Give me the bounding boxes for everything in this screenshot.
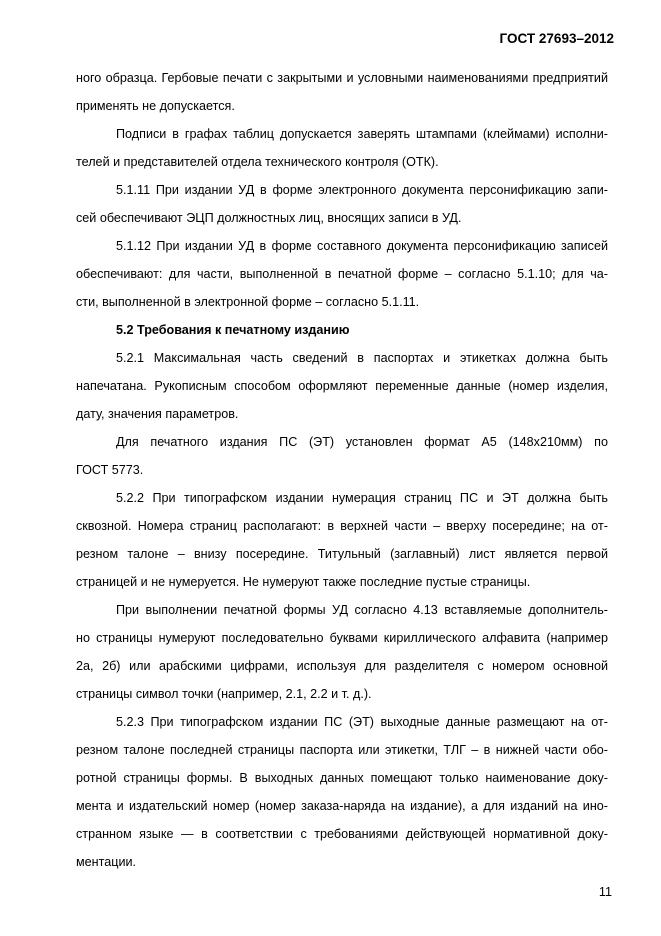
text-line: дату, значения параметров.: [76, 407, 239, 421]
text-line: сквозной. Номера страниц располагают: в верхней части – вверху посередине; на от-: [76, 519, 608, 533]
text-line: обеспечивают: для части, выполненной в печатной форме – согласно 5.1.10; для ча-: [76, 267, 608, 281]
text-line: ментации.: [76, 855, 137, 869]
text-line: ГОСТ 5773.: [76, 463, 144, 477]
text-line: 2а, 2б) или арабскими цифрами, используя для разделителя с номером основной: [76, 659, 608, 673]
page-number: 11: [598, 885, 612, 899]
text-line: резном талоне последней страницы паспорта или этикетки, ТЛГ – в нижней части обо-: [76, 743, 608, 757]
text-line: 5.1.12 При издании УД в форме составного документа персонификацию записей: [116, 239, 608, 253]
text-line: резном талоне – внизу посередине. Титульный (заглавный) лист является первой: [76, 547, 608, 561]
text-line: 5.2.3 При типографском издании ПС (ЭТ) выходные данные размещают на от-: [116, 715, 608, 729]
section-heading: 5.2 Требования к печатному изданию: [116, 323, 350, 337]
text-line: 5.2.2 При типографском издании нумерация страниц ПС и ЭТ должна быть: [116, 491, 608, 505]
text-line: применять не допускается.: [76, 99, 235, 113]
text-line: мента и издательский номер (номер заказа-наряда на издание), а для изданий на ино-: [76, 799, 608, 813]
text-line: сти, выполненной в электронной форме – согласно 5.1.11.: [76, 295, 420, 309]
text-line: страницы символ точки (например, 2.1, 2.2 и т. д.).: [76, 687, 372, 701]
text-line: ного образца. Гербовые печати с закрытыми и условными наименованиями предприятий: [76, 71, 608, 85]
text-line: Для печатного издания ПС (ЭТ) установлен формат А5 (148х210мм) по: [116, 435, 608, 449]
text-line: При выполнении печатной формы УД согласно 4.13 вставляемые дополнитель-: [116, 603, 608, 617]
text-line: сей обеспечивают ЭЦП должностных лиц, вносящих записи в УД.: [76, 211, 462, 225]
text-line: но страницы нумеруют последовательно буквами кириллического алфавита (например: [76, 631, 608, 645]
document-number-header: ГОСТ 27693–2012: [499, 31, 614, 46]
text-line: Подписи в графах таблиц допускается заверять штампами (клеймами) исполни-: [116, 127, 608, 141]
text-line: напечатана. Рукописным способом оформляют переменные данные (номер изделия,: [76, 379, 608, 393]
text-line: странном языке — в соответствии с требованиями действующей нормативной доку-: [76, 827, 608, 841]
text-line: ротной страницы формы. В выходных данных помещают только наименование доку-: [76, 771, 608, 785]
document-body: [76, 64, 608, 876]
text-line: страницей и не нумеруется. Не нумеруют также последние пустые страницы.: [76, 575, 531, 589]
text-line: 5.2.1 Максимальная часть сведений в паспортах и этикетках должна быть: [116, 351, 608, 365]
text-line: телей и представителей отдела технического контроля (ОТК).: [76, 155, 439, 169]
text-line: 5.1.11 При издании УД в форме электронного документа персонификацию запи-: [116, 183, 608, 197]
